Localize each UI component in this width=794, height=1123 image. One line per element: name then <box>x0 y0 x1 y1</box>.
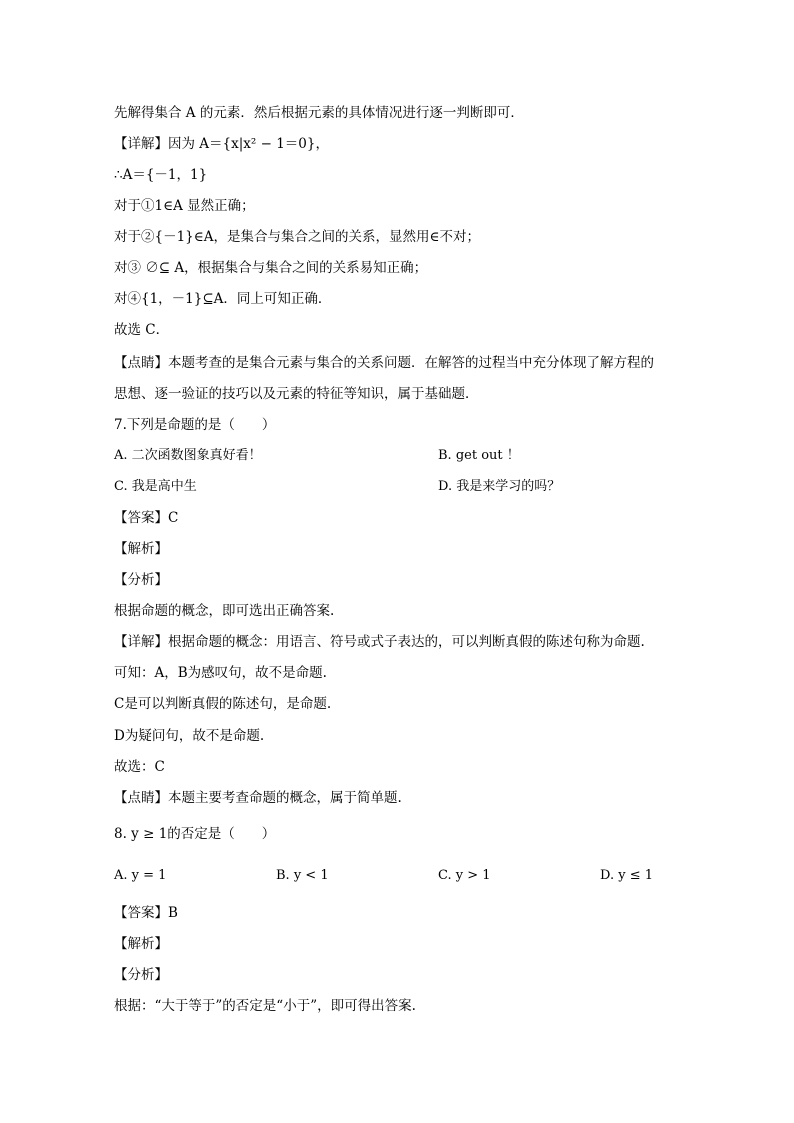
text-line: 根据：“大于等于”的否定是“小于”，即可得出答案. <box>114 998 416 1014</box>
q8-option-a: A. y = 1 <box>114 868 167 883</box>
text-line: 对于①1∈A 显然正确； <box>114 198 255 214</box>
text-line: C是可以判断真假的陈述句，是命题. <box>114 696 332 712</box>
q8-option-d: D. y ≤ 1 <box>600 868 653 883</box>
answer-line: 【答案】C <box>114 510 179 526</box>
q7-option-d: D. 我是来学习的吗？ <box>438 479 561 494</box>
text-line: 故选：C <box>114 759 165 775</box>
text-line: 故选 C． <box>114 322 170 338</box>
q7-option-a: A. 二次函数图象真好看！ <box>114 448 262 463</box>
text-line: 对③ ∅⊆ A，根据集合与集合之间的关系易知正确； <box>114 260 428 276</box>
text-line: ∴A＝{－1，1} <box>114 167 208 183</box>
text-line: 先解得集合 A 的元素．然后根据元素的具体情况进行逐一判断即可． <box>114 105 524 121</box>
text-line: 【点睛】本题主要考查命题的概念，属于简单题. <box>114 790 402 806</box>
q7-option-c: C. 我是高中生 <box>114 479 197 494</box>
analysis-heading: 【解析】 <box>114 936 168 952</box>
text-line: 根据命题的概念，即可选出正确答案. <box>114 603 335 619</box>
text-line: 思想、逐一验证的技巧以及元素的特征等知识，属于基础题． <box>114 386 479 402</box>
answer-line: 【答案】B <box>114 905 178 921</box>
analysis-subheading: 【分析】 <box>114 967 168 983</box>
text-line: 【详解】因为 A＝{x|x² − 1＝0}， <box>114 136 329 152</box>
text-line: D为疑问句，故不是命题. <box>114 728 265 744</box>
analysis-heading: 【解析】 <box>114 541 168 557</box>
text-line: 对④{1，－1}⊆A．同上可知正确． <box>114 291 332 307</box>
text-line: 可知：A，B为感叹句，故不是命题. <box>114 665 327 681</box>
text-line: 【点睛】本题考查的是集合元素与集合的关系问题．在解答的过程当中充分体现了解方程的 <box>114 355 654 371</box>
text-line: 【详解】根据命题的概念：用语言、符号或式子表达的，可以判断真假的陈述句称为命题. <box>114 634 645 650</box>
text-line: 对于②{－1}∈A，是集合与集合之间的关系，显然用∈不对； <box>114 229 481 245</box>
q8-option-c: C. y > 1 <box>438 868 491 883</box>
q7-option-b: B. get out ！ <box>438 448 520 463</box>
question-7-stem: 7.下列是命题的是（ ） <box>114 417 276 433</box>
q8-option-b: B. y < 1 <box>276 868 329 883</box>
analysis-subheading: 【分析】 <box>114 572 168 588</box>
question-8-stem: 8. y ≥ 1的否定是（ ） <box>114 826 276 842</box>
